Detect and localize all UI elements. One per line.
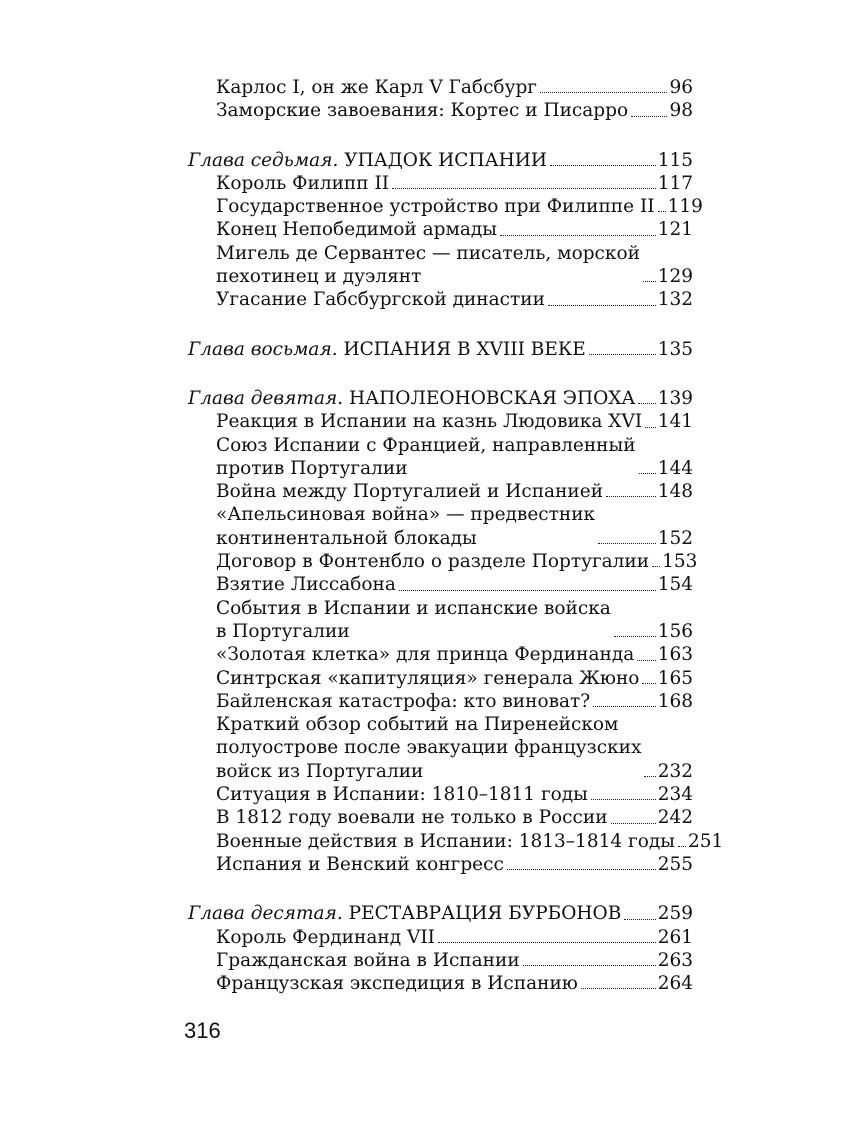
page-ref: 234 — [657, 784, 693, 806]
entry-title-line: Конец Непобедимой армады — [216, 219, 498, 241]
dot-leader — [645, 427, 656, 428]
entry-title — [216, 172, 389, 195]
chapter-name: РЕСТАВРАЦИЯ БУРБОНОВ — [348, 903, 622, 925]
entry-title-line: События в Испании и испанские войска — [216, 597, 611, 619]
page-ref: 153 — [662, 551, 698, 573]
page-ref: 168 — [657, 690, 693, 712]
toc-entry[interactable] — [188, 667, 693, 690]
entry-title-line: Французская экспедиция в Испанию — [216, 973, 578, 995]
entry-title — [216, 690, 590, 713]
dot-leader — [614, 636, 656, 637]
entry-title-line: континентальной блокады — [216, 527, 477, 549]
table-of-contents — [188, 76, 724, 995]
entry-title-line: Война между Португалией и Испанией — [216, 481, 604, 503]
toc-entry[interactable] — [188, 76, 693, 99]
toc-entry[interactable] — [188, 195, 703, 218]
page-ref: 163 — [657, 644, 693, 666]
entry-title — [216, 99, 628, 122]
dot-leader — [550, 165, 656, 166]
toc-entry[interactable] — [188, 172, 693, 195]
entry-title — [216, 972, 578, 995]
chapter-name: НАПОЛЕОНОВСКАЯ ЭПОХА — [349, 387, 636, 409]
toc-section — [188, 902, 693, 995]
entry-title — [216, 830, 675, 853]
entry-title-line: В 1812 году воевали не только в России — [216, 807, 608, 829]
page-ref: 148 — [657, 481, 693, 503]
page-ref: 251 — [687, 830, 724, 852]
chapter-label: Глава седьмая. — [188, 149, 339, 171]
entry-title-line: «Апельсиновая война» — предвестник — [216, 504, 596, 526]
toc-entry[interactable] — [188, 853, 693, 876]
dot-leader — [606, 496, 656, 497]
toc-section — [188, 76, 693, 123]
page-ref: 165 — [657, 667, 693, 689]
page-ref: 132 — [657, 289, 693, 311]
dot-leader — [540, 92, 667, 93]
dot-leader — [658, 211, 666, 212]
dot-leader — [642, 683, 655, 684]
toc-entry[interactable] — [188, 573, 693, 596]
page-ref: 144 — [657, 457, 693, 479]
entry-title-line: Краткий обзор событий на Пиренейском — [216, 714, 619, 736]
toc-entry[interactable] — [188, 972, 693, 995]
chapter-title-line — [188, 149, 547, 172]
entry-title-line: Заморские завоевания: Кортес и Писарро — [216, 100, 629, 122]
page-ref: 259 — [657, 903, 693, 925]
page-ref: 121 — [657, 219, 693, 241]
dot-leader — [523, 965, 656, 966]
entry-title-line: Король Филипп II — [216, 172, 390, 194]
dot-leader — [500, 235, 656, 236]
toc-entry[interactable] — [188, 690, 693, 713]
entry-title — [216, 783, 588, 806]
toc-entry[interactable] — [188, 550, 698, 573]
page-ref: 141 — [657, 411, 693, 433]
entry-title-line: Испания и Венский конгресс — [216, 853, 504, 875]
chapter-name: УПАДОК ИСПАНИИ — [344, 149, 547, 171]
chapter-title-line — [188, 338, 586, 361]
chapter-label: Глава девятая. — [188, 387, 344, 409]
dot-leader — [591, 799, 656, 800]
toc-entry[interactable] — [188, 288, 693, 311]
entry-title-line: Синтрская «капитуляция» генерала Жюно — [216, 667, 640, 689]
entry-title-line: Мигель де Сервантес — писатель, морской — [216, 242, 640, 264]
entry-title-line: Король Фердинанд VII — [216, 926, 435, 948]
toc-section — [188, 338, 693, 361]
chapter-label: Глава десятая. — [188, 903, 343, 925]
entry-title — [216, 643, 634, 666]
entry-title-line: полуострове после эвакуации французских — [216, 737, 642, 759]
entry-title-line: Карлос I, он же Карл V Габсбург — [216, 77, 537, 98]
toc-entry[interactable] — [188, 503, 693, 550]
toc-entry[interactable] — [188, 480, 693, 503]
entry-title-line: Угасание Габсбургской династии — [216, 289, 545, 311]
entry-title-line: Гражданская война в Испании — [216, 949, 520, 971]
dot-leader — [639, 473, 656, 474]
chapter-label: Глава восьмая. — [188, 338, 338, 360]
page-ref: 135 — [657, 338, 693, 360]
chapter-title-line — [188, 902, 621, 925]
entry-title — [216, 713, 641, 783]
page-ref: 119 — [667, 196, 703, 218]
entry-title-line: Взятие Лиссабона — [216, 574, 396, 596]
entry-title-line: Военные действия в Испании: 1813–1814 годы — [216, 830, 675, 852]
dot-leader — [399, 590, 656, 591]
page-ref: 255 — [657, 853, 693, 875]
dot-leader — [598, 543, 656, 544]
chapter-title-line — [188, 387, 635, 410]
page-ref: 263 — [657, 949, 693, 971]
toc-chapter-heading[interactable] — [188, 902, 693, 925]
chapter-title — [188, 338, 586, 361]
toc-entry[interactable] — [188, 643, 693, 666]
entry-title-line: Реакция в Испании на казнь Людовика XVI — [216, 411, 643, 433]
entry-title — [216, 434, 636, 481]
entry-title — [216, 806, 608, 829]
toc-entry[interactable] — [188, 99, 693, 122]
toc-entry[interactable] — [188, 830, 724, 853]
entry-title — [216, 195, 655, 218]
entry-title-line: Договор в Фонтенбло о разделе Португалии — [216, 551, 650, 573]
dot-leader — [438, 942, 656, 943]
page-ref: 115 — [657, 149, 693, 171]
toc-chapter-heading[interactable] — [188, 387, 693, 410]
entry-title — [216, 218, 497, 241]
dot-leader — [644, 776, 655, 777]
toc-entry[interactable] — [188, 242, 693, 289]
dot-leader — [643, 281, 656, 282]
dot-leader — [638, 403, 655, 404]
page-ref: 98 — [669, 100, 693, 122]
entry-title — [216, 288, 545, 311]
toc-chapter-heading[interactable] — [188, 149, 693, 172]
toc-entry[interactable] — [188, 713, 693, 783]
entry-title — [216, 76, 537, 99]
dot-leader — [507, 869, 656, 870]
toc-chapter-heading[interactable] — [188, 338, 693, 361]
toc-entry[interactable] — [188, 597, 693, 644]
page-ref: 152 — [657, 527, 693, 549]
toc-entry[interactable] — [188, 410, 693, 433]
dot-leader — [589, 354, 656, 355]
entry-title-line: Ситуация в Испании: 1810–1811 годы — [216, 784, 588, 806]
page-ref: 96 — [669, 77, 693, 98]
toc-entry[interactable] — [188, 926, 693, 949]
page-ref: 242 — [657, 807, 693, 829]
page-ref: 261 — [657, 926, 693, 948]
entry-title-line: войск из Португалии — [216, 760, 424, 782]
entry-title — [216, 410, 642, 433]
dot-leader — [631, 116, 667, 117]
chapter-title — [188, 902, 621, 925]
entry-title — [216, 242, 640, 289]
dot-leader — [593, 706, 656, 707]
page-ref: 264 — [657, 973, 693, 995]
toc-entry[interactable] — [188, 949, 693, 972]
dot-leader — [637, 660, 655, 661]
chapter-title — [188, 387, 635, 410]
entry-title-line: Государственное устройство при Филиппе II — [216, 196, 655, 218]
entry-title — [216, 926, 435, 949]
page-ref: 139 — [657, 387, 693, 409]
dot-leader — [611, 823, 656, 824]
toc-entry[interactable] — [188, 806, 693, 829]
entry-title-line: «Золотая клетка» для принца Фердинанда — [216, 644, 635, 666]
entry-title — [216, 597, 611, 644]
entry-title — [216, 573, 396, 596]
entry-title — [216, 853, 504, 876]
page-ref: 156 — [657, 620, 693, 642]
dot-leader — [624, 919, 655, 920]
page-ref: 154 — [657, 574, 693, 596]
entry-title-line: пехотинец и дуэлянт — [216, 266, 422, 288]
page-ref: 129 — [657, 266, 693, 288]
toc-entry[interactable] — [188, 218, 693, 241]
toc-entry[interactable] — [188, 434, 693, 481]
dot-leader — [581, 988, 656, 989]
dot-leader — [392, 188, 656, 189]
page-ref: 117 — [657, 172, 693, 194]
entry-title — [216, 503, 595, 550]
entry-title-line: Байленская катастрофа: кто виноват? — [216, 690, 591, 712]
entry-title-line: против Португалии — [216, 457, 408, 479]
chapter-title — [188, 149, 547, 172]
entry-title-line: в Португалии — [216, 620, 350, 642]
entry-title — [216, 550, 649, 573]
toc-section — [188, 387, 724, 876]
page-ref: 232 — [657, 760, 693, 782]
dot-leader — [678, 846, 686, 847]
chapter-name: ИСПАНИЯ В XVIII ВЕКЕ — [343, 338, 586, 360]
toc-entry[interactable] — [188, 783, 693, 806]
entry-title — [216, 480, 603, 503]
toc-section — [188, 149, 703, 312]
page-number: 316 — [184, 1018, 221, 1043]
entry-title — [216, 667, 639, 690]
dot-leader — [548, 305, 656, 306]
dot-leader — [652, 566, 660, 567]
entry-title — [216, 949, 520, 972]
entry-title-line: Союз Испании с Францией, направленный — [216, 434, 636, 456]
